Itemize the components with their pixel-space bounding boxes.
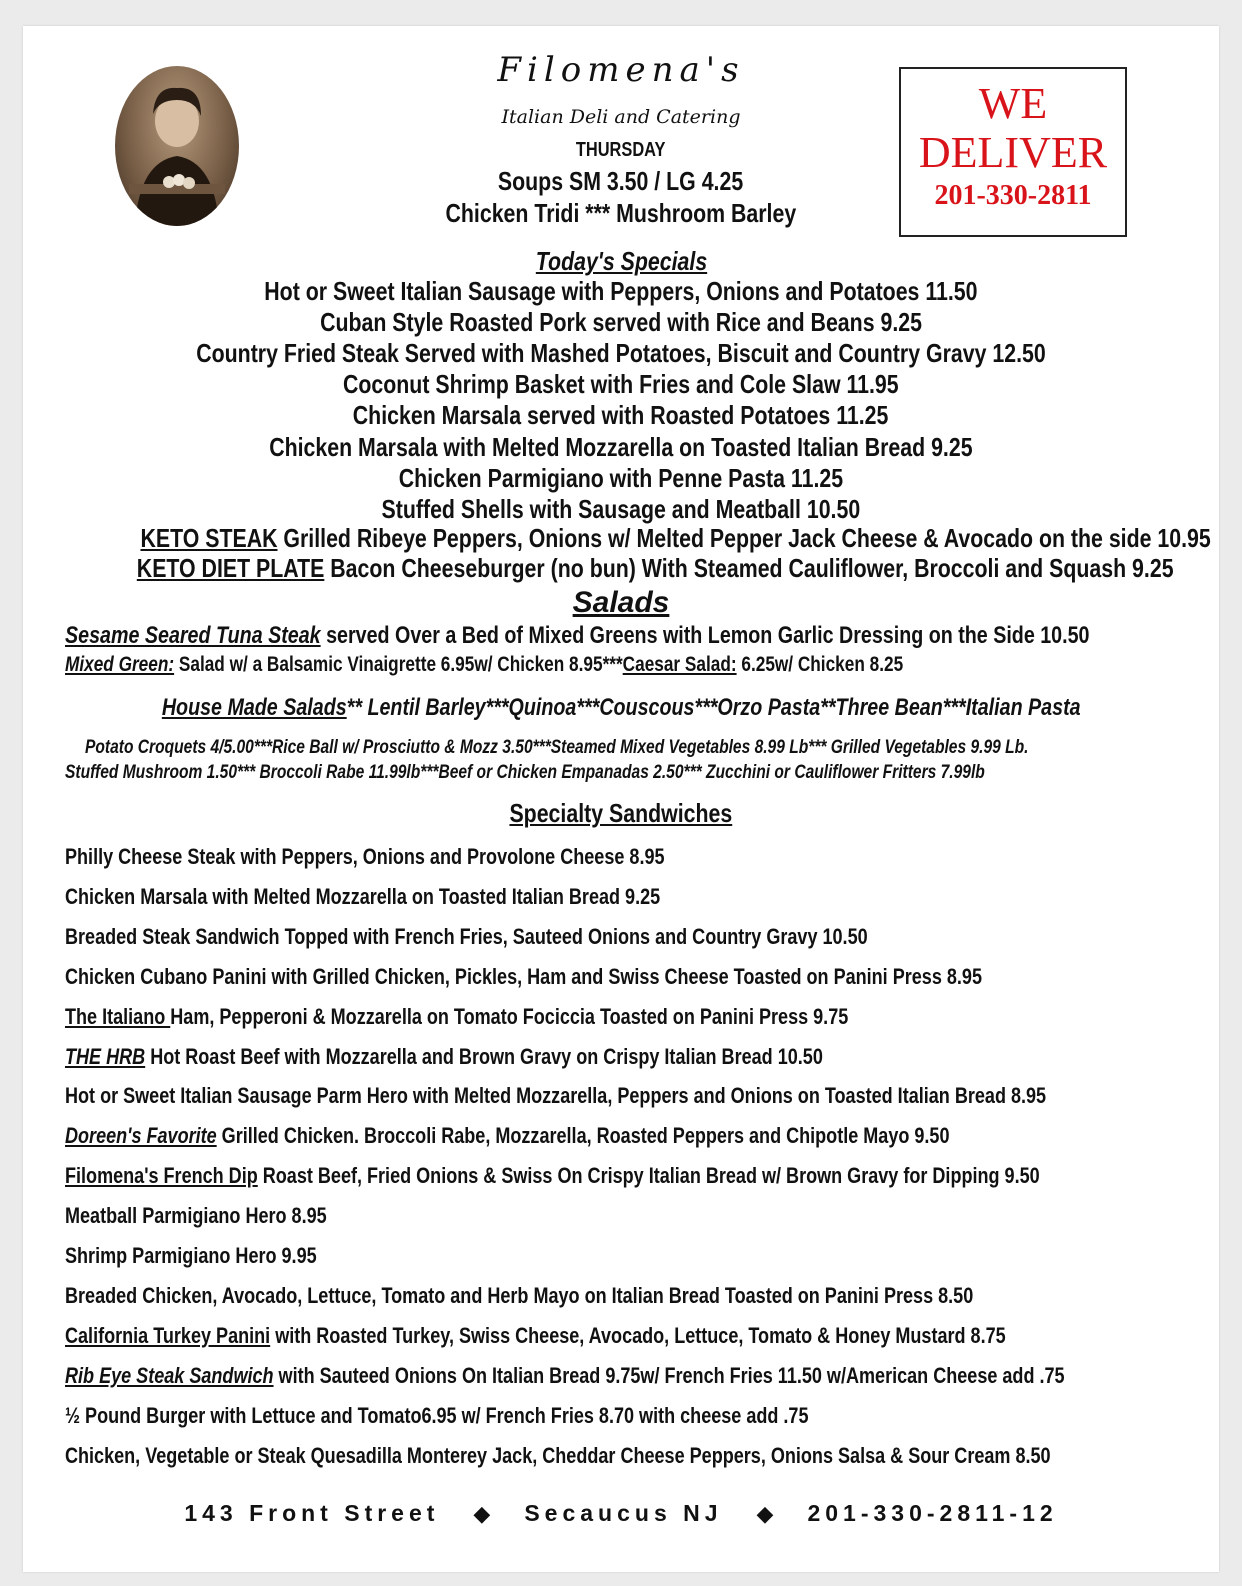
tuna-text: served Over a Bed of Mixed Greens with Lemon Garlic Dressing on the Side 10.50 [320,622,1090,649]
sandwiches-heading-row [23,798,1219,829]
sandwich-item [65,884,791,910]
special-item-text: Hot or Sweet Italian Sausage with Peppers, Onions and Potatoes 11.50 [264,276,978,306]
sandwich-item [65,1203,384,1229]
diamond-separator-icon: ◆ [756,1501,774,1526]
special-item-text: Chicken Marsala with Melted Mozzarella on Toasted Italian Bread 9.25 [269,431,973,462]
sides-row-2 [65,762,1187,784]
sandwich-item-label: Rib Eye Steak Sandwich [65,1362,274,1388]
sandwich-item-label: The Italiano [65,1003,171,1029]
house-salads-text: ** Lentil Barley***Quinoa***Couscous***Orzo Pasta**Three Bean***Italian Pasta [346,694,1081,721]
sandwich-item-text: Philly Cheese Steak with Peppers, Onions and Provolone Cheese 8.95 [65,844,665,869]
day-label: THURSDAY [576,139,666,161]
soups-list: Chicken Tridi *** Mushroom Barley [445,198,797,228]
sandwich-item [65,1283,1173,1309]
sandwich-item-text: Hot or Sweet Italian Sausage Parm Hero with Melted Mozzarella, Peppers and Onions on Toasted Italian Bread 8.95 [65,1083,1047,1109]
mixed-green-text: Salad w/ a Balsamic Vinaigrette 6.95w/ Chicken 8.95*** [174,653,623,676]
sandwich-item [65,1403,972,1429]
keto-plate-row [23,553,1219,584]
sandwich-item-text: Meatball Parmigiano Hero 8.95 [65,1203,327,1229]
sandwich-item [65,1443,1242,1469]
house-salads-row [23,694,1219,722]
sandwich-item [65,964,1183,990]
sandwich-item-text: with Roasted Turkey, Swiss Cheese, Avocado, Lettuce, Tomato & Honey Mustard 8.75 [270,1322,1006,1348]
special-item-text: Country Fried Steak Served with Mashed Potatoes, Biscuit and Country Gravy 12.50 [196,338,1046,369]
special-item [23,307,1219,338]
salads-heading: Salads [572,586,670,619]
special-item [23,494,1219,525]
sandwich-item [65,1044,989,1070]
deliver-phone: 201-330-2811 [934,180,1092,211]
special-item [23,400,1219,431]
tuna-row [65,622,1242,650]
sandwich-item-label: Doreen's Favorite [65,1123,217,1149]
sandwich-item [65,1323,1212,1349]
sandwich-item-text: Chicken Cubano Panini with Grilled Chicken, Pickles, Ham and Swiss Cheese Toasted on Panini Press 8.95 [65,963,982,989]
sandwich-item-text: Ham, Pepperoni & Mozzarella on Tomato Fociccia Toasted on Panini Press 9.75 [170,1003,849,1029]
sides-line-1: Potato Croquets 4/5.00***Rice Ball w/ Prosciutto & Mozz 3.50***Steamed Mixed Vegetables 8.99 Lb*** Grilled Vegetables 9.99 Lb. [85,737,1029,758]
menu-sheet [23,26,1219,1572]
special-item [23,276,1219,307]
sandwich-item [65,844,796,870]
sandwich-item-text: with Sauteed Onions On Italian Bread 9.75w/ French Fries 11.50 w/American Cheese add .75 [273,1362,1065,1388]
brand-title: Filomena's [497,50,745,90]
specials-heading-row [23,246,1219,277]
sandwich-item-text: Breaded Steak Sandwich Topped with French Fries, Sauteed Onions and Country Gravy 10.50 [65,923,868,949]
sandwich-item [65,924,1044,950]
tuna-label: Sesame Seared Tuna Steak [65,622,321,649]
footer [23,1500,1219,1527]
special-item-text: Chicken Parmigiano with Penne Pasta 11.25 [398,462,844,493]
keto-plate-text: Bacon Cheeseburger (no bun) With Steamed Cauliflower, Broccoli and Squash 9.25 [324,553,1174,583]
sandwich-item [65,1123,1144,1149]
sandwich-item-text: ½ Pound Burger with Lettuce and Tomato6.95 w/ French Fries 8.70 with cheese add .75 [65,1402,809,1428]
sandwiches-heading: Specialty Sandwiches [509,798,733,828]
sandwich-item [65,1243,372,1269]
sandwich-item-label: Filomena's French Dip [65,1163,258,1189]
special-item [23,432,1219,463]
sandwich-item-text: Shrimp Parmigiano Hero 9.95 [65,1243,317,1268]
special-item-text: Chicken Marsala served with Roasted Potatoes 11.25 [353,400,889,431]
keto-steak-text: Grilled Ribeye Peppers, Onions w/ Melted Pepper Jack Cheese & Avocado on the side 10.95 [277,523,1211,553]
caesar-text: 6.25w/ Chicken 8.25 [736,653,904,676]
sandwich-item-label: THE HRB [65,1043,146,1069]
sandwich-item-text: Grilled Chicken. Broccoli Rabe, Mozzarella, Roasted Peppers and Chipotle Mayo 9.50 [216,1123,950,1149]
sandwich-item [65,1083,1242,1109]
sandwich-item-text: Chicken Marsala with Melted Mozzarella on Toasted Italian Bread 9.25 [65,883,661,909]
footer-city: Secaucus NJ [524,1500,723,1526]
sandwich-item [65,1004,1020,1030]
mixed-green-label: Mixed Green: [65,653,175,676]
keto-steak-row [23,523,1219,554]
we-deliver-box [899,67,1127,237]
deliver-line2: DELIVER [918,128,1108,177]
mixed-caesar-row [65,653,1087,677]
sandwich-item-text: Breaded Chicken, Avocado, Lettuce, Tomato and Herb Mayo on Italian Bread Toasted on Panini Press 8.50 [65,1282,974,1308]
special-item-text: Coconut Shrimp Basket with Fries and Cole Slaw 11.95 [343,369,899,400]
deliver-line1: WE [978,79,1048,128]
sandwich-item-label: California Turkey Panini [65,1322,271,1348]
salads-heading-row [23,586,1219,620]
diamond-separator-icon: ◆ [473,1501,491,1526]
house-salads-label: House Made Salads [161,694,347,721]
special-item-text: Cuban Style Roasted Pork served with Rice and Beans 9.25 [320,307,922,338]
footer-phone: 201-330-2811-12 [807,1500,1058,1526]
sandwich-item [65,1363,1242,1389]
special-item [23,369,1219,400]
keto-steak-label: KETO STEAK [140,523,278,553]
sides-row-1 [85,737,1236,759]
caesar-label: Caesar Salad: [622,653,737,676]
special-item [23,463,1219,494]
special-item-text: Stuffed Shells with Sausage and Meatball 10.50 [381,493,861,524]
sandwich-item-text: Hot Roast Beef with Mozzarella and Brown Gravy on Crispy Italian Bread 10.50 [145,1043,823,1069]
specials-heading: Today's Specials [535,246,707,276]
sandwich-item [65,1163,1242,1189]
footer-address: 143 Front Street [184,1500,440,1526]
keto-plate-label: KETO DIET PLATE [136,553,325,583]
sandwich-item-text: Chicken, Vegetable or Steak Quesadilla Monterey Jack, Cheddar Cheese Peppers, Onions Salsa & Sour Cream 8.50 [65,1442,1051,1468]
sides-line-2: Stuffed Mushroom 1.50*** Broccoli Rabe 11.99lb***Beef or Chicken Empanadas 2.50*** Zucchini or Cauliflower Fritters 7.99lb [65,762,985,783]
soups-price: Soups SM 3.50 / LG 4.25 [498,166,744,196]
sandwich-item-text: Roast Beef, Fried Onions & Swiss On Crispy Italian Bread w/ Brown Gravy for Dipping 9.50 [257,1163,1040,1189]
special-item [23,338,1219,369]
tagline: Italian Deli and Catering [501,106,741,128]
